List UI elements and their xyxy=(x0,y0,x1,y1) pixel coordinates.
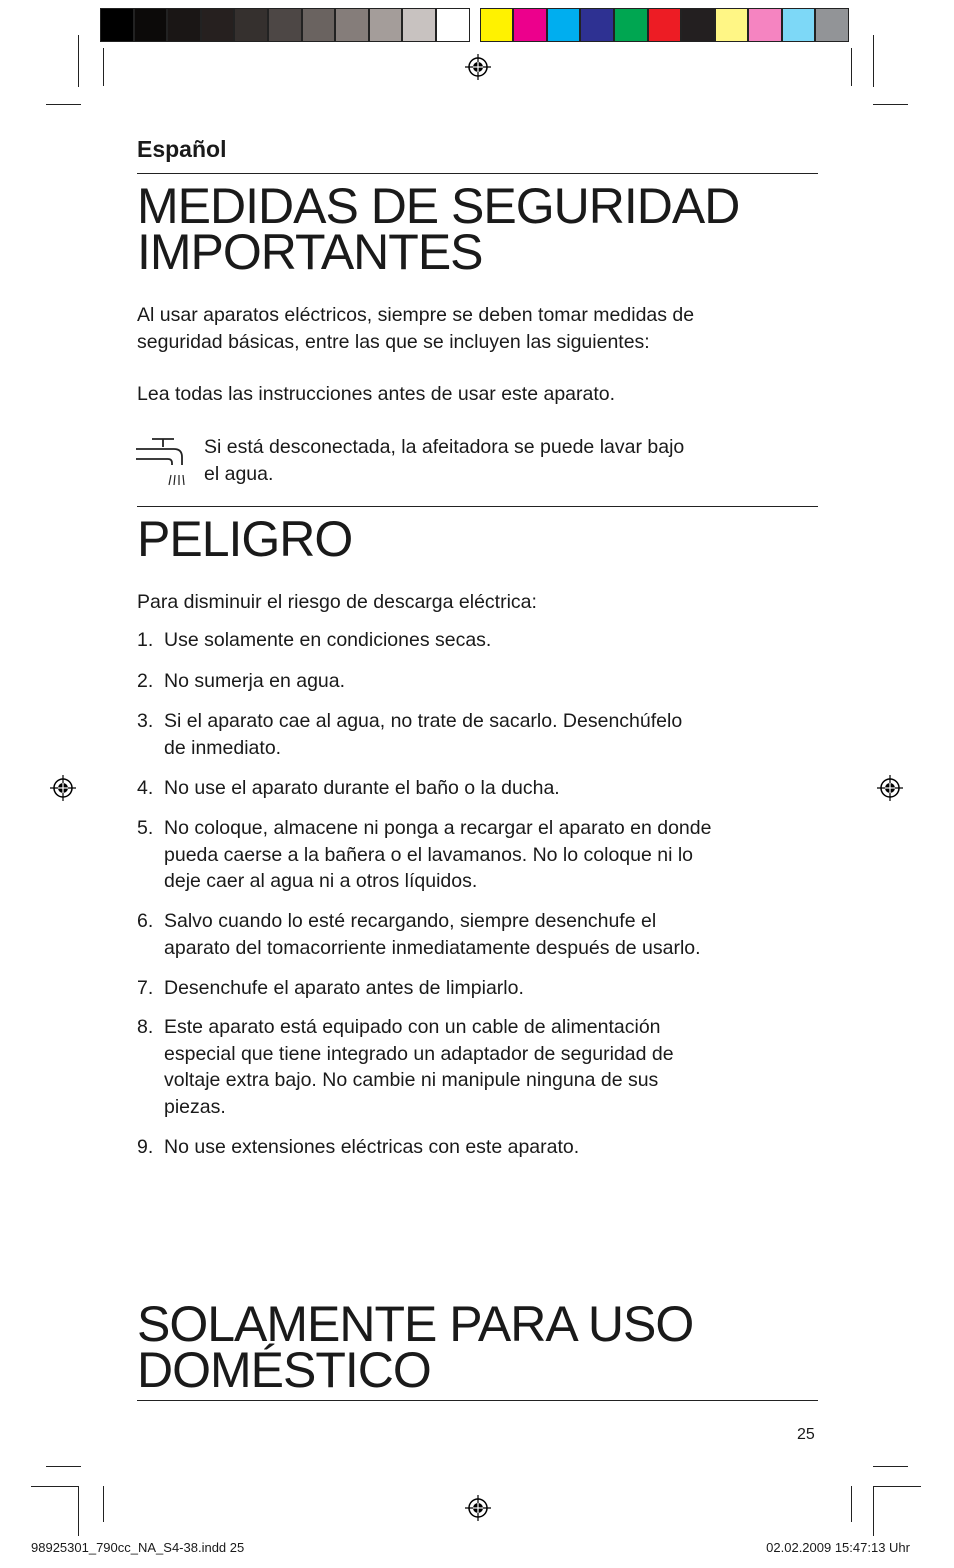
colorbar-gap xyxy=(470,8,480,42)
safety-intro xyxy=(137,302,817,355)
title-line: DOMÉSTICO xyxy=(137,1342,431,1398)
color-swatch xyxy=(100,8,134,42)
list-item-number: 6. xyxy=(137,910,154,932)
list-item xyxy=(137,975,817,1002)
color-swatch xyxy=(748,8,782,42)
title-line: MEDIDAS DE SEGURIDAD xyxy=(137,178,740,234)
water-wash-note xyxy=(204,434,804,487)
text-line: el agua. xyxy=(204,462,274,485)
text-line: Desenchufe el aparato antes de limpiarlo. xyxy=(164,977,524,999)
color-swatch xyxy=(335,8,369,42)
text-line: Salvo cuando lo esté recargando, siempre desenchufe el xyxy=(164,910,657,932)
color-swatch xyxy=(402,8,436,42)
list-item-text xyxy=(164,668,345,695)
color-swatch xyxy=(782,8,816,42)
color-swatch xyxy=(167,8,201,42)
color-swatch xyxy=(201,8,235,42)
language-label: Español xyxy=(137,136,227,162)
list-item-text xyxy=(164,1134,579,1161)
footer-timestamp: 02.02.2009 15:47:13 Uhr xyxy=(766,1540,910,1555)
page-number: 25 xyxy=(797,1426,815,1443)
registration-mark-right xyxy=(877,775,903,801)
title-line: IMPORTANTES xyxy=(137,224,483,280)
text-line: voltaje extra bajo. No cambie ni manipule ninguna de sus xyxy=(164,1069,659,1091)
list-item-number: 4. xyxy=(137,777,154,799)
list-item-text xyxy=(164,975,524,1002)
danger-intro: Para disminuir el riesgo de descarga eléctrica: xyxy=(137,591,537,613)
divider xyxy=(137,506,818,507)
list-item-number: 8. xyxy=(137,1016,154,1038)
color-calibration-bar xyxy=(100,8,854,42)
text-line: seguridad básicas, entre las que se incluyen las siguientes: xyxy=(137,330,650,353)
color-swatch xyxy=(715,8,749,42)
color-swatch xyxy=(681,8,715,42)
text-line: Use solamente en condiciones secas. xyxy=(164,629,492,651)
text-line: aparato del tomacorriente inmediatamente después de usarlo. xyxy=(164,936,701,959)
text-line: No use extensiones eléctricas con este aparato. xyxy=(164,1136,580,1158)
read-instructions: Lea todas las instrucciones antes de usar este aparato. xyxy=(137,383,616,405)
section-title-safety xyxy=(137,178,740,280)
text-line: pueda caerse a la bañera o el lavamanos. No lo coloque ni lo xyxy=(164,843,694,866)
list-item-text xyxy=(164,815,711,895)
text-line: Al usar aparatos eléctricos, siempre se deben tomar medidas de xyxy=(137,304,695,326)
color-swatch xyxy=(614,8,648,42)
divider xyxy=(137,173,818,174)
list-item-number: 2. xyxy=(137,670,154,692)
color-swatch xyxy=(234,8,268,42)
title-line: SOLAMENTE PARA USO xyxy=(137,1296,694,1352)
list-item xyxy=(137,1134,817,1161)
faucet-water-icon xyxy=(134,437,190,489)
list-item-text xyxy=(164,775,560,802)
divider xyxy=(137,1400,818,1401)
color-swatch xyxy=(648,8,682,42)
list-item-number: 7. xyxy=(137,977,154,999)
list-item-text xyxy=(164,908,701,961)
section-title-household xyxy=(137,1296,694,1398)
color-swatch xyxy=(302,8,336,42)
list-item-number: 5. xyxy=(137,817,154,839)
list-item-text xyxy=(164,627,491,654)
section-title-danger: PELIGRO xyxy=(137,511,353,567)
color-swatch xyxy=(134,8,168,42)
text-line: No coloque, almacene ni ponga a recargar el aparato en donde xyxy=(164,817,712,839)
list-item-number: 3. xyxy=(137,710,154,732)
list-item xyxy=(137,708,817,761)
list-item xyxy=(137,627,817,654)
color-swatch xyxy=(815,8,849,42)
text-line: especial que tiene integrado un adaptador de seguridad de xyxy=(164,1042,674,1065)
color-swatch xyxy=(547,8,581,42)
text-line: No use el aparato durante el baño o la ducha. xyxy=(164,777,560,799)
list-item xyxy=(137,815,817,895)
list-item-number: 1. xyxy=(137,629,154,651)
text-line: de inmediato. xyxy=(164,736,282,759)
color-swatch xyxy=(268,8,302,42)
color-swatch xyxy=(513,8,547,42)
registration-mark-top xyxy=(465,54,491,80)
text-line: piezas. xyxy=(164,1095,226,1118)
text-line: Si está desconectada, la afeitadora se puede lavar bajo xyxy=(204,436,685,458)
text-line: Si el aparato cae al agua, no trate de sacarlo. Desenchúfelo xyxy=(164,710,683,732)
list-item xyxy=(137,668,817,695)
list-item-text xyxy=(164,708,682,761)
color-swatch xyxy=(580,8,614,42)
text-line: No sumerja en agua. xyxy=(164,670,346,692)
text-line: Este aparato está equipado con un cable de alimentación xyxy=(164,1016,661,1038)
footer-filename: 98925301_790cc_NA_S4-38.indd 25 xyxy=(31,1540,245,1555)
text-line: deje caer al agua ni a otros líquidos. xyxy=(164,870,478,892)
registration-mark-left xyxy=(50,775,76,801)
registration-mark-bottom xyxy=(465,1495,491,1521)
list-item xyxy=(137,1014,817,1120)
color-swatch xyxy=(436,8,470,42)
list-item xyxy=(137,775,817,802)
list-item-number: 9. xyxy=(137,1136,154,1158)
list-item xyxy=(137,908,817,961)
color-swatch xyxy=(369,8,403,42)
list-item-text xyxy=(164,1014,674,1120)
color-swatch xyxy=(480,8,514,42)
